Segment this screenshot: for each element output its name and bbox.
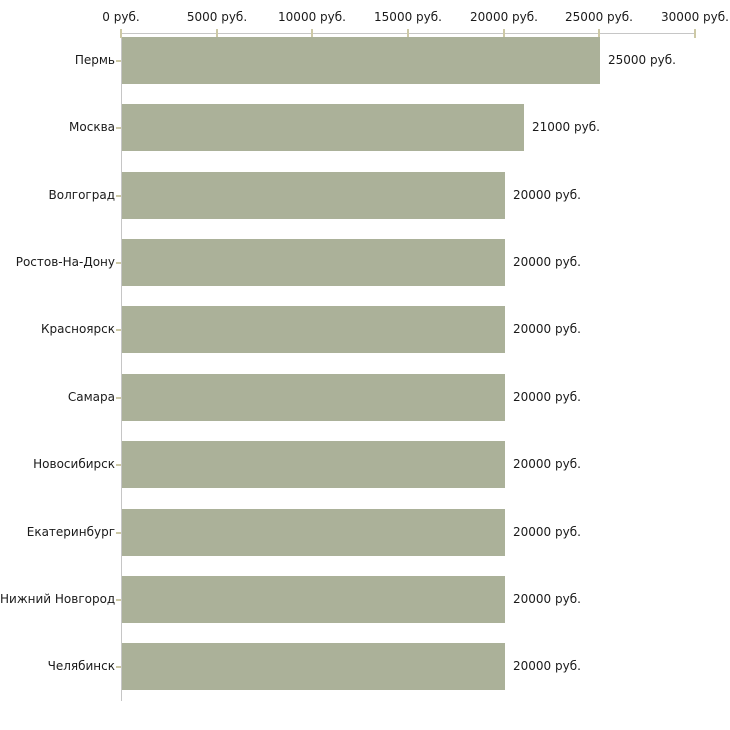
- x-axis-tick-label: 30000 руб.: [661, 10, 729, 24]
- bar: [122, 104, 524, 151]
- value-label: 20000 руб.: [513, 255, 581, 269]
- value-label: 25000 руб.: [608, 53, 676, 67]
- y-axis-tick: [116, 599, 121, 601]
- y-axis-tick: [116, 464, 121, 466]
- bar: [122, 441, 505, 488]
- bar: [122, 37, 600, 84]
- y-axis-tick: [116, 329, 121, 331]
- value-label: 21000 руб.: [532, 120, 600, 134]
- value-label: 20000 руб.: [513, 592, 581, 606]
- category-label: Волгоград: [48, 188, 115, 202]
- category-label: Ростов-На-Дону: [15, 255, 115, 269]
- y-axis-tick: [116, 195, 121, 197]
- value-label: 20000 руб.: [513, 525, 581, 539]
- bar: [122, 576, 505, 623]
- value-label: 20000 руб.: [513, 457, 581, 471]
- category-label: Челябинск: [47, 659, 115, 673]
- x-axis-tick-label: 10000 руб.: [278, 10, 346, 24]
- value-label: 20000 руб.: [513, 322, 581, 336]
- bar: [122, 239, 505, 286]
- y-axis-tick: [116, 262, 121, 264]
- value-label: 20000 руб.: [513, 390, 581, 404]
- bar: [122, 374, 505, 421]
- category-label: Пермь: [74, 53, 115, 67]
- x-axis-tick-label: 5000 руб.: [186, 10, 248, 24]
- category-label: Москва: [69, 120, 115, 134]
- value-label: 20000 руб.: [513, 659, 581, 673]
- bar: [122, 306, 505, 353]
- category-label: Новосибирск: [33, 457, 115, 471]
- value-label: 20000 руб.: [513, 188, 581, 202]
- x-axis-tick-label: 20000 руб.: [470, 10, 538, 24]
- x-axis-tick-label: 15000 руб.: [374, 10, 442, 24]
- y-axis-tick: [116, 397, 121, 399]
- category-label: Самара: [67, 390, 115, 404]
- bar: [122, 643, 505, 690]
- y-axis-tick: [116, 127, 121, 129]
- category-label: Красноярск: [41, 322, 115, 336]
- bar: [122, 172, 505, 219]
- category-label: Екатеринбург: [26, 525, 115, 539]
- bar: [122, 509, 505, 556]
- x-axis-tick-label: 25000 руб.: [565, 10, 633, 24]
- category-label: Нижний Новгород: [0, 592, 116, 606]
- x-axis-tick-label: 0 руб.: [102, 10, 140, 24]
- y-axis-tick: [116, 60, 121, 62]
- y-axis-tick: [116, 532, 121, 534]
- x-axis-tick: [694, 29, 696, 38]
- y-axis-tick: [116, 666, 121, 668]
